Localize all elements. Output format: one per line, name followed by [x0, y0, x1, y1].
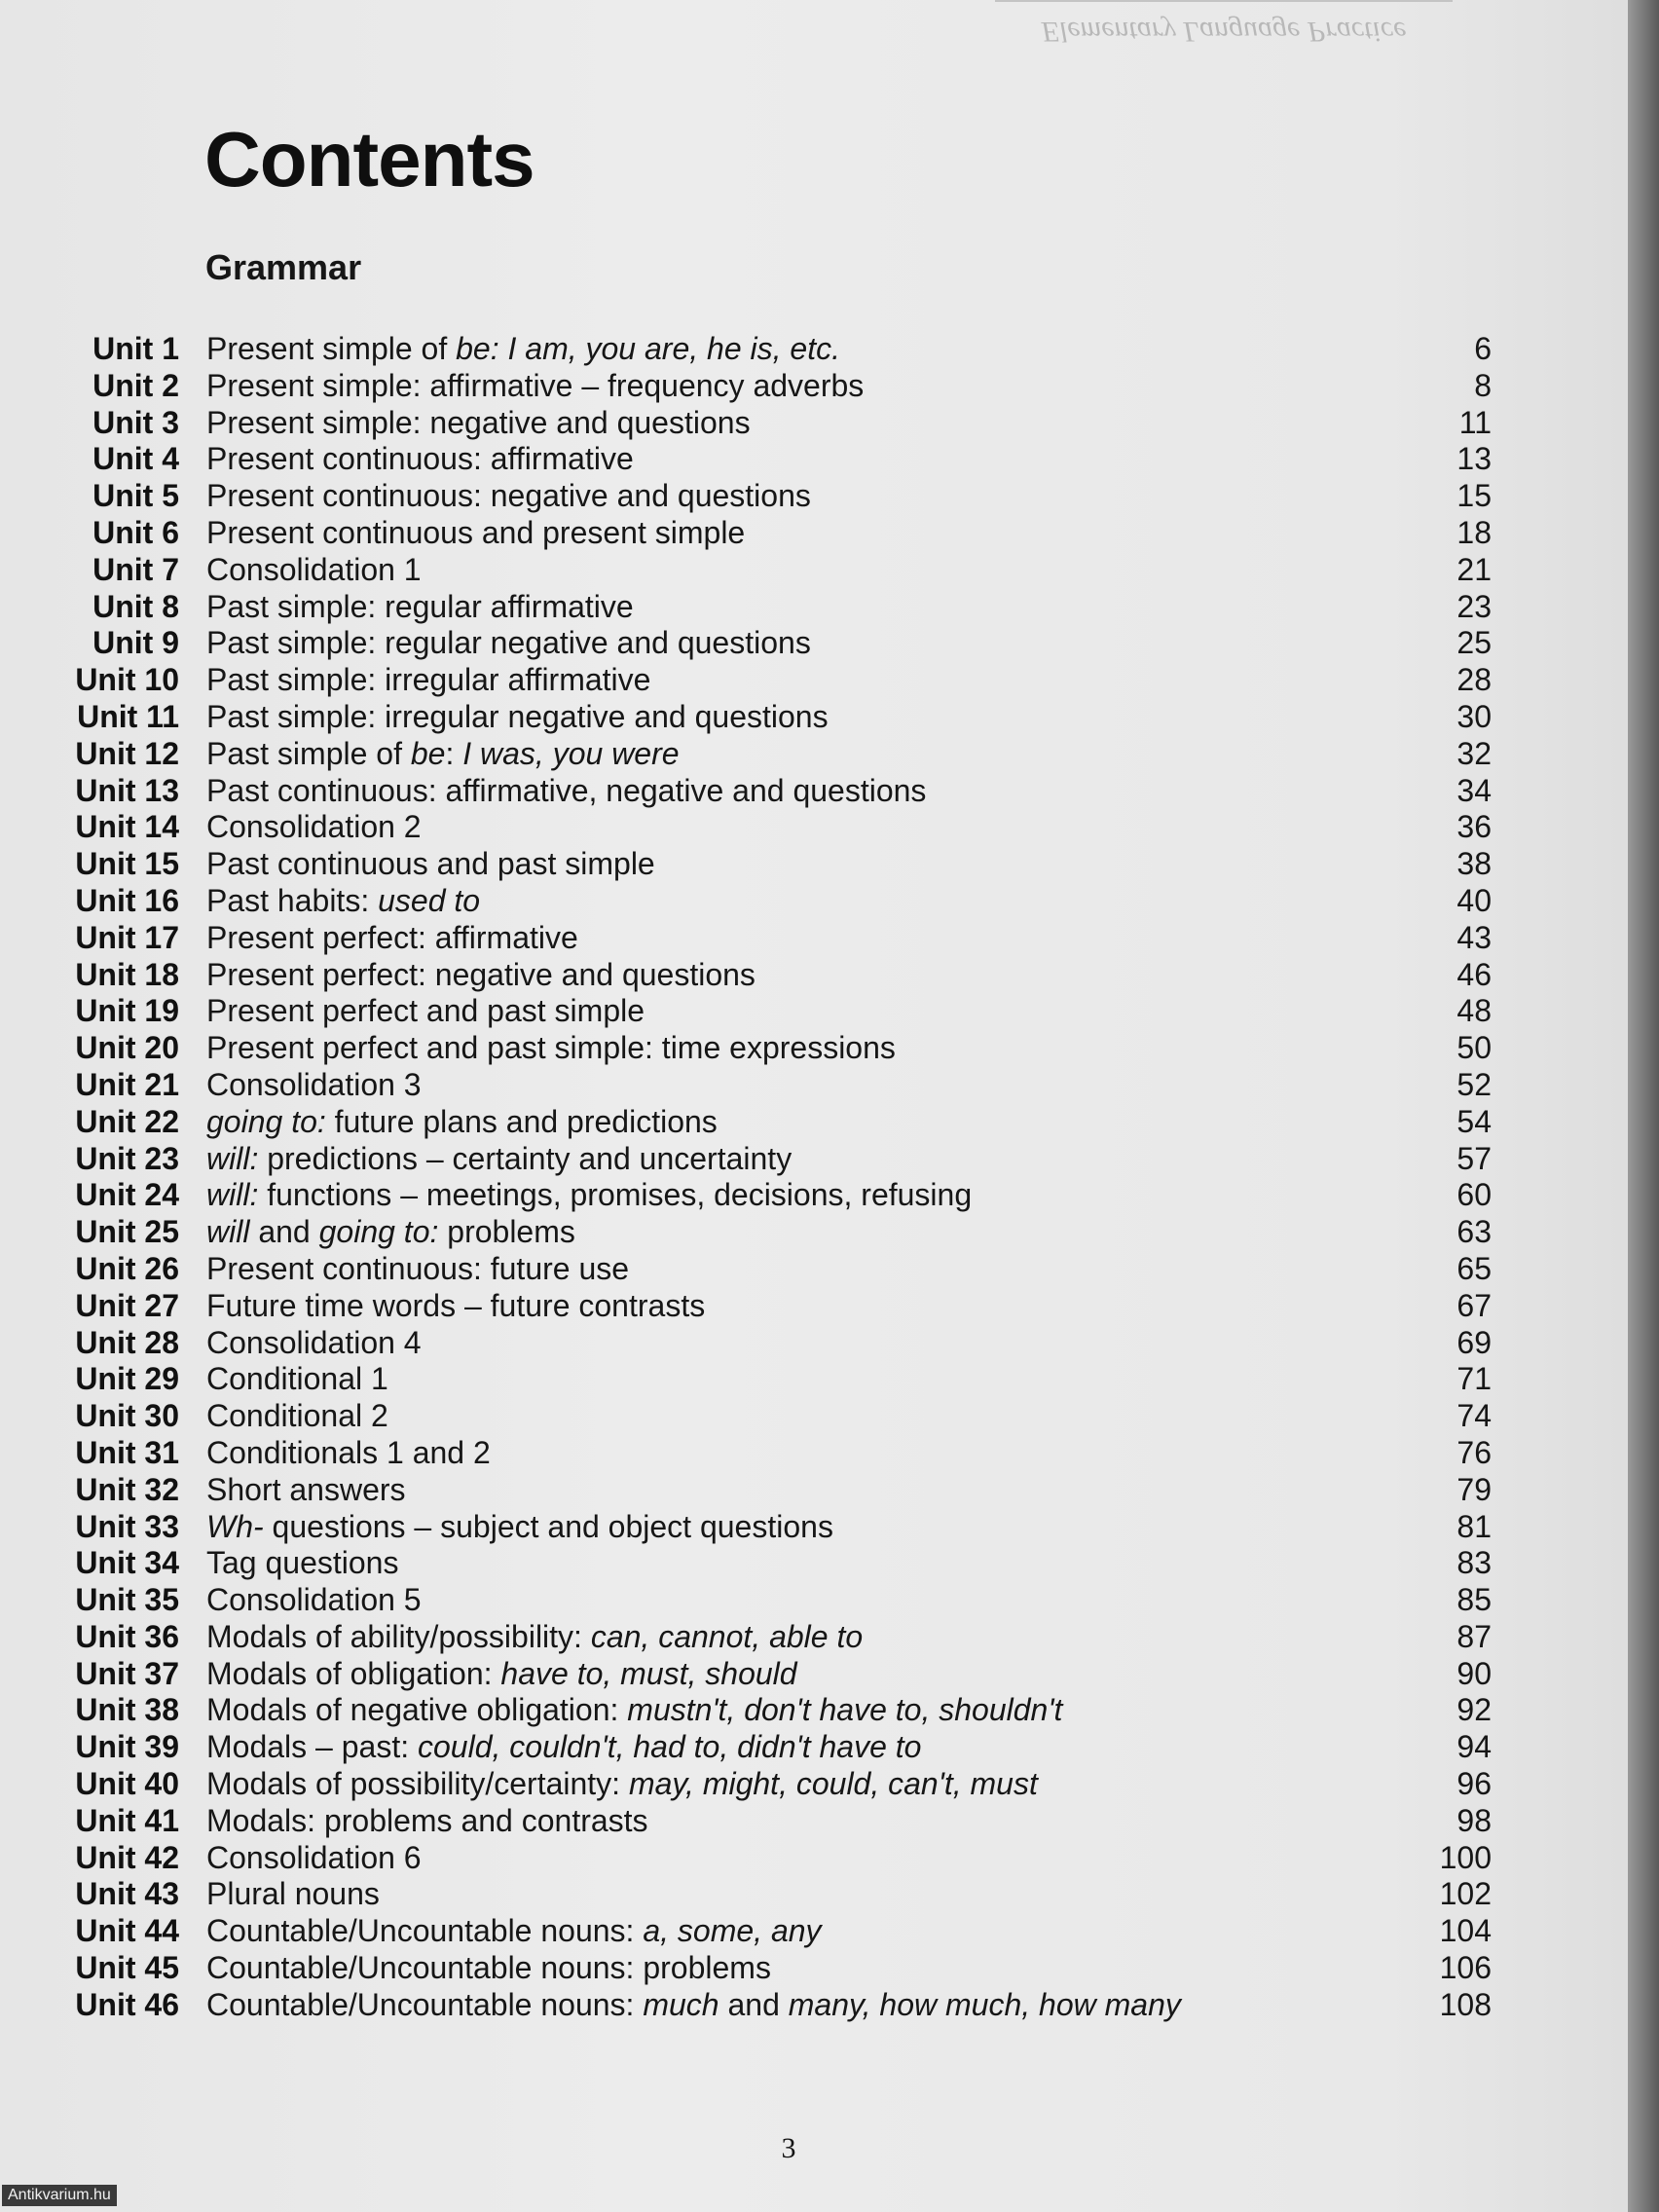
topic-text: and — [719, 1986, 789, 2022]
unit-label: Unit 34 — [75, 1545, 179, 1581]
unit-topic — [206, 1913, 822, 1950]
page-reference: 13 — [1456, 441, 1492, 477]
contents-entry — [0, 1067, 1628, 1104]
unit-label: Unit 25 — [75, 1214, 179, 1250]
unit-topic — [206, 1950, 771, 1987]
page-reference: 63 — [1456, 1214, 1492, 1250]
unit-topic — [206, 1030, 896, 1067]
contents-entry — [0, 1104, 1628, 1141]
unit-topic — [206, 1288, 705, 1325]
unit-label: Unit 10 — [75, 662, 179, 698]
contents-entry — [0, 846, 1628, 883]
page-reference: 79 — [1456, 1471, 1492, 1507]
topic-italic-text: have to, must, should — [500, 1655, 797, 1691]
page-reference: 43 — [1456, 919, 1492, 955]
unit-topic — [206, 1766, 1038, 1803]
page-reference: 11 — [1458, 404, 1492, 440]
unit-topic — [206, 1214, 575, 1251]
contents-entry — [0, 1729, 1628, 1766]
topic-text: : — [445, 735, 463, 771]
page-reference: 28 — [1456, 662, 1492, 698]
topic-italic-text: used to — [378, 882, 481, 918]
topic-text: Tag questions — [206, 1545, 399, 1581]
topic-text: Conditionals 1 and 2 — [206, 1434, 491, 1470]
unit-label: Unit 35 — [75, 1582, 179, 1618]
unit-label: Unit 33 — [75, 1508, 179, 1544]
unit-topic — [206, 478, 811, 515]
page-reference: 40 — [1456, 882, 1492, 918]
unit-topic — [206, 1987, 1181, 2024]
unit-label: Unit 3 — [92, 404, 179, 440]
unit-topic — [206, 1545, 398, 1582]
topic-text: Consolidation 3 — [206, 1066, 422, 1102]
topic-text: Conditional 1 — [206, 1361, 388, 1397]
unit-topic — [206, 589, 634, 626]
unit-label: Unit 41 — [75, 1802, 179, 1838]
contents-entry — [0, 515, 1628, 552]
topic-text: Consolidation 5 — [206, 1582, 422, 1618]
contents-entry — [0, 1251, 1628, 1288]
page-reference: 23 — [1456, 588, 1492, 624]
unit-topic — [206, 1876, 380, 1913]
contents-entry — [0, 552, 1628, 589]
topic-text: Consolidation 6 — [206, 1839, 422, 1875]
page-reference: 96 — [1456, 1766, 1492, 1802]
topic-italic-text: could, couldn't, had to, didn't have to — [418, 1729, 922, 1765]
contents-entry — [0, 1913, 1628, 1950]
page-reference: 71 — [1456, 1361, 1492, 1397]
contents-entry — [0, 920, 1628, 957]
topic-text: Past simple of — [206, 735, 411, 771]
unit-topic — [206, 1840, 422, 1877]
topic-text: Future time words – future contrasts — [206, 1287, 706, 1323]
topic-text: future plans and predictions — [325, 1103, 718, 1139]
unit-topic — [206, 1104, 718, 1141]
topic-italic-text: I was, you were — [462, 735, 680, 771]
topic-italic-text: will: — [206, 1177, 259, 1213]
unit-label: Unit 45 — [75, 1950, 179, 1986]
topic-text: Past simple: regular affirmative — [206, 588, 634, 624]
contents-entry — [0, 1509, 1628, 1546]
unit-label: Unit 40 — [75, 1766, 179, 1802]
unit-label: Unit 27 — [75, 1287, 179, 1323]
topic-text: Plural nouns — [206, 1876, 380, 1912]
contents-entry — [0, 589, 1628, 626]
page-reference: 38 — [1456, 846, 1492, 882]
topic-text: Present continuous: future use — [206, 1250, 630, 1286]
topic-text: Countable/Uncountable nouns: — [206, 1986, 644, 2022]
unit-label: Unit 6 — [92, 514, 179, 550]
topic-text: Present perfect and past simple — [206, 993, 645, 1029]
contents-entry — [0, 1876, 1628, 1913]
contents-entry — [0, 1361, 1628, 1398]
topic-text: questions – subject and object questions — [263, 1508, 833, 1544]
contents-entry — [0, 625, 1628, 662]
page-reference: 50 — [1456, 1030, 1492, 1066]
topic-text: Short answers — [206, 1471, 406, 1507]
unit-topic — [206, 1509, 833, 1546]
unit-topic — [206, 405, 751, 442]
topic-text: Past simple: irregular negative and questions — [206, 698, 829, 734]
topic-text: Present perfect: negative and questions — [206, 956, 756, 992]
page-reference: 94 — [1456, 1729, 1492, 1765]
unit-label: Unit 43 — [75, 1876, 179, 1912]
unit-label: Unit 30 — [75, 1398, 179, 1434]
unit-label: Unit 31 — [75, 1434, 179, 1470]
contents-entry — [0, 736, 1628, 773]
page-reference: 54 — [1456, 1103, 1492, 1139]
page-reference: 83 — [1456, 1545, 1492, 1581]
unit-topic — [206, 662, 650, 699]
contents-entry — [0, 1030, 1628, 1067]
topic-text: Present continuous: affirmative — [206, 441, 634, 477]
topic-text: Consolidation 1 — [206, 551, 422, 587]
unit-topic — [206, 552, 422, 589]
contents-entry — [0, 1766, 1628, 1803]
unit-label: Unit 20 — [75, 1030, 179, 1066]
page-reference: 32 — [1456, 735, 1492, 771]
topic-text: Conditional 2 — [206, 1398, 388, 1434]
unit-topic — [206, 625, 811, 662]
topic-text: Modals of ability/possibility: — [206, 1618, 591, 1654]
topic-text: Past simple: regular negative and questions — [206, 625, 811, 661]
page-reference: 30 — [1456, 698, 1492, 734]
topic-text: Modals – past: — [206, 1729, 418, 1765]
unit-label: Unit 22 — [75, 1103, 179, 1139]
unit-label: Unit 44 — [75, 1913, 179, 1949]
unit-topic — [206, 736, 680, 773]
page-title: Contents — [204, 116, 535, 203]
topic-italic-text: mustn't, don't have to, shouldn't — [627, 1692, 1063, 1728]
unit-label: Unit 46 — [75, 1986, 179, 2022]
contents-entry — [0, 1288, 1628, 1325]
contents-entry — [0, 1177, 1628, 1214]
topic-italic-text: can, cannot, able to — [590, 1618, 864, 1654]
running-header-show-through: Elementary Language Practice — [995, 0, 1453, 53]
page-reference: 46 — [1456, 956, 1492, 992]
contents-entry — [0, 883, 1628, 920]
page-reference: 60 — [1456, 1177, 1492, 1213]
unit-topic — [206, 515, 745, 552]
unit-topic — [206, 883, 480, 920]
topic-text: Present simple: negative and questions — [206, 404, 751, 440]
topic-italic-text: much — [643, 1986, 719, 2022]
contents-entry — [0, 441, 1628, 478]
unit-topic — [206, 1325, 422, 1362]
unit-label: Unit 11 — [77, 698, 179, 734]
unit-label: Unit 23 — [75, 1140, 179, 1176]
page-reference: 18 — [1456, 514, 1492, 550]
page-number: 3 — [781, 2132, 796, 2164]
page-reference: 52 — [1456, 1066, 1492, 1102]
page-reference: 25 — [1456, 625, 1492, 661]
unit-label: Unit 8 — [92, 588, 179, 624]
topic-italic-text: many, how much, how many — [788, 1986, 1181, 2022]
topic-text: Consolidation 2 — [206, 809, 422, 845]
unit-topic — [206, 1398, 388, 1435]
topic-text: Past continuous: affirmative, negative and questions — [206, 772, 927, 808]
unit-label: Unit 4 — [92, 441, 179, 477]
unit-topic — [206, 1177, 972, 1214]
unit-topic — [206, 957, 756, 994]
topic-italic-text: will — [206, 1214, 250, 1250]
topic-text: Present continuous and present simple — [206, 514, 746, 550]
page-reference: 36 — [1456, 809, 1492, 845]
topic-text: Present continuous: negative and questions — [206, 478, 811, 514]
page-edge-shadow — [1628, 0, 1659, 2212]
page-reference: 48 — [1456, 993, 1492, 1029]
contents-entry — [0, 662, 1628, 699]
page-reference: 90 — [1456, 1655, 1492, 1691]
watermark: Antikvarium.hu — [2, 2185, 117, 2206]
unit-label: Unit 13 — [75, 772, 179, 808]
topic-text: Modals of possibility/certainty: — [206, 1766, 629, 1802]
unit-label: Unit 2 — [92, 367, 179, 403]
contents-entry — [0, 1435, 1628, 1472]
page-reference: 76 — [1456, 1434, 1492, 1470]
page-reference: 69 — [1456, 1324, 1492, 1360]
topic-text: and — [249, 1214, 319, 1250]
unit-label: Unit 5 — [92, 478, 179, 514]
unit-topic — [206, 1619, 863, 1656]
unit-label: Unit 28 — [75, 1324, 179, 1360]
unit-topic — [206, 1729, 921, 1766]
unit-label: Unit 24 — [75, 1177, 179, 1213]
topic-text: functions – meetings, promises, decisions, refusing — [258, 1177, 973, 1213]
unit-label: Unit 26 — [75, 1250, 179, 1286]
unit-topic — [206, 1251, 629, 1288]
page-reference: 100 — [1439, 1839, 1492, 1875]
unit-label: Unit 21 — [75, 1066, 179, 1102]
unit-label: Unit 32 — [75, 1471, 179, 1507]
topic-text: Modals of negative obligation: — [206, 1692, 628, 1728]
unit-label: Unit 38 — [75, 1692, 179, 1728]
page-reference: 65 — [1456, 1250, 1492, 1286]
unit-label: Unit 18 — [75, 956, 179, 992]
topic-text: Past continuous and past simple — [206, 846, 655, 882]
topic-text: Present perfect and past simple: time expressions — [206, 1030, 896, 1066]
unit-label: Unit 7 — [92, 551, 179, 587]
unit-label: Unit 15 — [75, 846, 179, 882]
contents-entry — [0, 331, 1628, 368]
unit-label: Unit 16 — [75, 882, 179, 918]
topic-text: Modals: problems and contrasts — [206, 1802, 648, 1838]
unit-topic — [206, 1472, 406, 1509]
topic-text: Past habits: — [206, 882, 379, 918]
page-reference: 8 — [1474, 367, 1492, 403]
page-reference: 57 — [1456, 1140, 1492, 1176]
contents-entry — [0, 1398, 1628, 1435]
page-reference: 106 — [1439, 1950, 1492, 1986]
unit-topic — [206, 773, 926, 810]
topic-italic-text: be: I am, you are, he is, etc. — [456, 331, 840, 366]
page-reference: 102 — [1439, 1876, 1492, 1912]
contents-entry — [0, 809, 1628, 846]
topic-italic-text: will: — [206, 1140, 259, 1176]
topic-text: predictions – certainty and uncertainty — [258, 1140, 793, 1176]
unit-label: Unit 9 — [92, 625, 179, 661]
page-reference: 81 — [1456, 1508, 1492, 1544]
unit-topic — [206, 993, 645, 1030]
page-reference: 34 — [1456, 772, 1492, 808]
topic-text: Countable/Uncountable nouns: problems — [206, 1950, 771, 1986]
contents-entry — [0, 699, 1628, 736]
unit-topic — [206, 1656, 797, 1693]
unit-label: Unit 37 — [75, 1655, 179, 1691]
topic-text: Consolidation 4 — [206, 1324, 422, 1360]
contents-entry — [0, 1840, 1628, 1877]
contents-entry — [0, 1950, 1628, 1987]
topic-text: Countable/Uncountable nouns: — [206, 1913, 644, 1949]
page-reference: 92 — [1456, 1692, 1492, 1728]
contents-entry — [0, 1619, 1628, 1656]
unit-topic — [206, 920, 578, 957]
topic-italic-text: going to: — [206, 1103, 326, 1139]
topic-italic-text: may, might, could, can't, must — [628, 1766, 1038, 1802]
contents-entry — [0, 1214, 1628, 1251]
contents-entry — [0, 1472, 1628, 1509]
unit-label: Unit 39 — [75, 1729, 179, 1765]
unit-topic — [206, 809, 422, 846]
topic-text: Present simple of — [206, 331, 457, 366]
contents-entry — [0, 993, 1628, 1030]
contents-entry — [0, 1545, 1628, 1582]
unit-label: Unit 36 — [75, 1618, 179, 1654]
topic-italic-text: a, some, any — [643, 1913, 822, 1949]
unit-topic — [206, 1361, 388, 1398]
topic-text: Present simple: affirmative – frequency adverbs — [206, 367, 865, 403]
unit-topic — [206, 1582, 422, 1619]
topic-text: Modals of obligation: — [206, 1655, 501, 1691]
unit-topic — [206, 846, 655, 883]
page-reference: 67 — [1456, 1287, 1492, 1323]
contents-entry — [0, 957, 1628, 994]
unit-topic — [206, 1435, 491, 1472]
topic-italic-text: be — [410, 735, 446, 771]
topic-text: problems — [438, 1214, 575, 1250]
unit-topic — [206, 368, 864, 405]
unit-label: Unit 42 — [75, 1839, 179, 1875]
unit-label: Unit 14 — [75, 809, 179, 845]
contents-entry — [0, 368, 1628, 405]
page-reference: 108 — [1439, 1986, 1492, 2022]
unit-label: Unit 12 — [75, 735, 179, 771]
page-reference: 15 — [1456, 478, 1492, 514]
contents-entry — [0, 1582, 1628, 1619]
page-reference: 98 — [1456, 1802, 1492, 1838]
contents-entry — [0, 1803, 1628, 1840]
page-reference: 104 — [1439, 1913, 1492, 1949]
unit-topic — [206, 1141, 792, 1178]
unit-topic — [206, 1692, 1062, 1729]
unit-topic — [206, 699, 829, 736]
page-reference: 74 — [1456, 1398, 1492, 1434]
contents-entry — [0, 1987, 1628, 2024]
page-reference: 21 — [1456, 551, 1492, 587]
unit-topic — [206, 441, 634, 478]
page-reference: 87 — [1456, 1618, 1492, 1654]
contents-entry — [0, 478, 1628, 515]
topic-italic-text: going to: — [318, 1214, 439, 1250]
unit-topic — [206, 1067, 422, 1104]
contents-entry — [0, 773, 1628, 810]
page-reference: 85 — [1456, 1582, 1492, 1618]
unit-label: Unit 29 — [75, 1361, 179, 1397]
unit-label: Unit 1 — [92, 331, 179, 366]
contents-entry — [0, 1656, 1628, 1693]
unit-label: Unit 17 — [75, 919, 179, 955]
page-reference: 6 — [1474, 331, 1492, 366]
section-heading: Grammar — [205, 247, 362, 287]
unit-label: Unit 19 — [75, 993, 179, 1029]
topic-text: Present perfect: affirmative — [206, 919, 578, 955]
unit-topic — [206, 1803, 648, 1840]
contents-entry — [0, 405, 1628, 442]
topic-italic-text: Wh- — [206, 1508, 264, 1544]
contents-entry — [0, 1325, 1628, 1362]
contents-entry — [0, 1141, 1628, 1178]
contents-list — [0, 331, 1628, 2024]
contents-entry — [0, 1692, 1628, 1729]
topic-text: Past simple: irregular affirmative — [206, 662, 651, 698]
unit-topic — [206, 331, 840, 368]
